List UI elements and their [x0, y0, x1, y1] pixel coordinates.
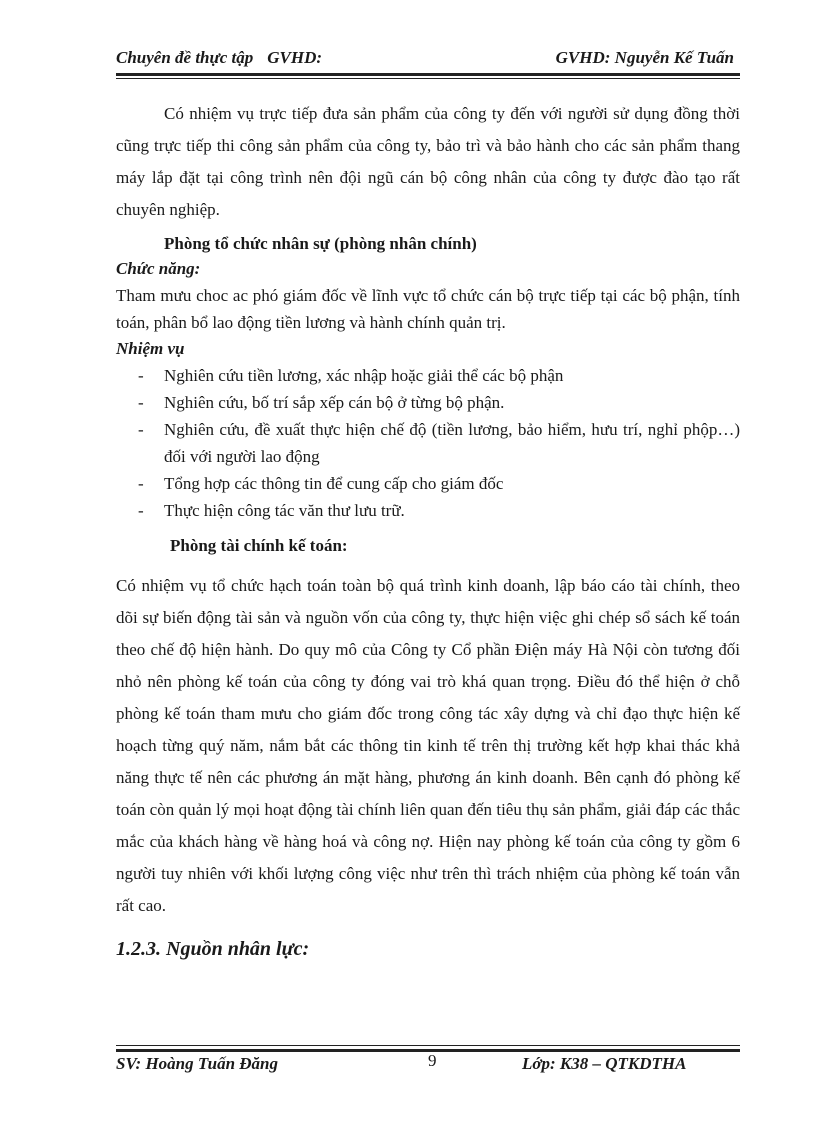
dash-bullet: -: [138, 474, 144, 493]
duty-text: Nghiên cứu, đề xuất thực hiện chế độ (tiền lương, bảo hiểm, hưu trí, nghỉ phộp…) đối với người lao động: [164, 420, 740, 466]
header-gvhd-label: GVHD:: [267, 48, 323, 67]
finance-section-heading: Phòng tài chính kế toán:: [170, 536, 348, 555]
intro-paragraph: Có nhiệm vụ trực tiếp đưa sản phẩm của công ty đến với người sử dụng đồng thời cũng trực tiếp thi công sản phẩm của công ty, bảo trì và bảo hành cho các sản phẩm thang máy lắp đặt tại công trình nên đội ngũ cán bộ công nhân của công ty được đào tạo rất chuyên nghiệp.: [116, 104, 740, 219]
header-supervisor: GVHD: Nguyễn Kế Tuấn: [555, 48, 734, 67]
page-footer: [116, 1051, 740, 1078]
footer-class: Lớp: K38 – QTKDTHA: [522, 1054, 687, 1073]
hr-function-text: Tham mưu choc ac phó giám đốc về lĩnh vực tổ chức cán bộ trực tiếp tại các bộ phận, tính toán, phân bổ lao động tiền lương và hành chính quản trị.: [116, 286, 740, 332]
duty-text: Nghiên cứu tiền lương, xác nhập hoặc giải thể các bộ phận: [164, 366, 564, 385]
hr-duties-label: Nhiệm vụ: [116, 339, 185, 358]
page-body: [116, 98, 740, 964]
finance-paragraph: Có nhiệm vụ tổ chức hạch toán toàn bộ quá trình kinh doanh, lập báo cáo tài chính, theo dõi sự biến động tài sản và nguồn vốn của công ty, thực hiện việc ghi chép sổ sách kế toán theo chế độ hiện hành. Do quy mô của Công ty Cổ phần Điện máy Hà Nội còn tương đối nhỏ nên phòng kế toán của công ty đóng vai trò khá quan trọng. Điều đó thể hiện ở chỗ phòng kế toán tham mưu cho giám đốc trong công tác xây dựng và chỉ đạo thực hiện kế hoạch từng quý năm, nắm bắt các thông tin kinh tế trên thị trường kết hợp khai thác khả năng thực tế nên các phương án mặt hàng, phương án kinh doanh. Bên cạnh đó phòng kế toán còn quản lý mọi hoạt động tài chính liên quan đến tiêu thụ sản phẩm, giải đáp các thắc mắc của khách hàng về hàng hoá và công nợ. Hiện nay phòng kế toán của công ty gồm 6 người tuy nhiên với khối lượng công việc như trên thì trách nhiệm của phòng kế toán vẫn rất cao.: [116, 576, 740, 915]
header-left: [116, 48, 336, 68]
dash-bullet: -: [138, 420, 144, 439]
footer-student: SV: Hoàng Tuấn Đăng: [116, 1054, 279, 1073]
footer-rule-thin: [116, 1045, 740, 1046]
dash-bullet: -: [138, 366, 144, 385]
header-rule-thin: [116, 78, 740, 79]
list-item: [116, 497, 740, 524]
duty-text: Tổng hợp các thông tin để cung cấp cho giám đốc: [164, 474, 504, 493]
duty-text: Thực hiện công tác văn thư lưu trữ.: [164, 501, 405, 520]
header-rule-thick: [116, 73, 740, 76]
section-heading-1-2-3: 1.2.3. Nguồn nhân lực:: [116, 938, 310, 960]
list-item: [116, 362, 740, 389]
list-item: [116, 470, 740, 497]
duty-text: Nghiên cứu, bố trí sắp xếp cán bộ ở từng bộ phận.: [164, 393, 505, 412]
hr-section-heading: Phòng tổ chức nhân sự (phòng nhân chính): [164, 234, 477, 253]
page-number: 9: [428, 1051, 437, 1070]
hr-function-label: Chức năng:: [116, 259, 201, 278]
header-doc-title: Chuyên đề thực tập: [116, 48, 254, 67]
list-item: [116, 389, 740, 416]
dash-bullet: -: [138, 393, 144, 412]
page-header: [116, 48, 740, 74]
dash-bullet: -: [138, 501, 144, 520]
list-item: [116, 416, 740, 470]
hr-duties-list: [116, 362, 740, 524]
